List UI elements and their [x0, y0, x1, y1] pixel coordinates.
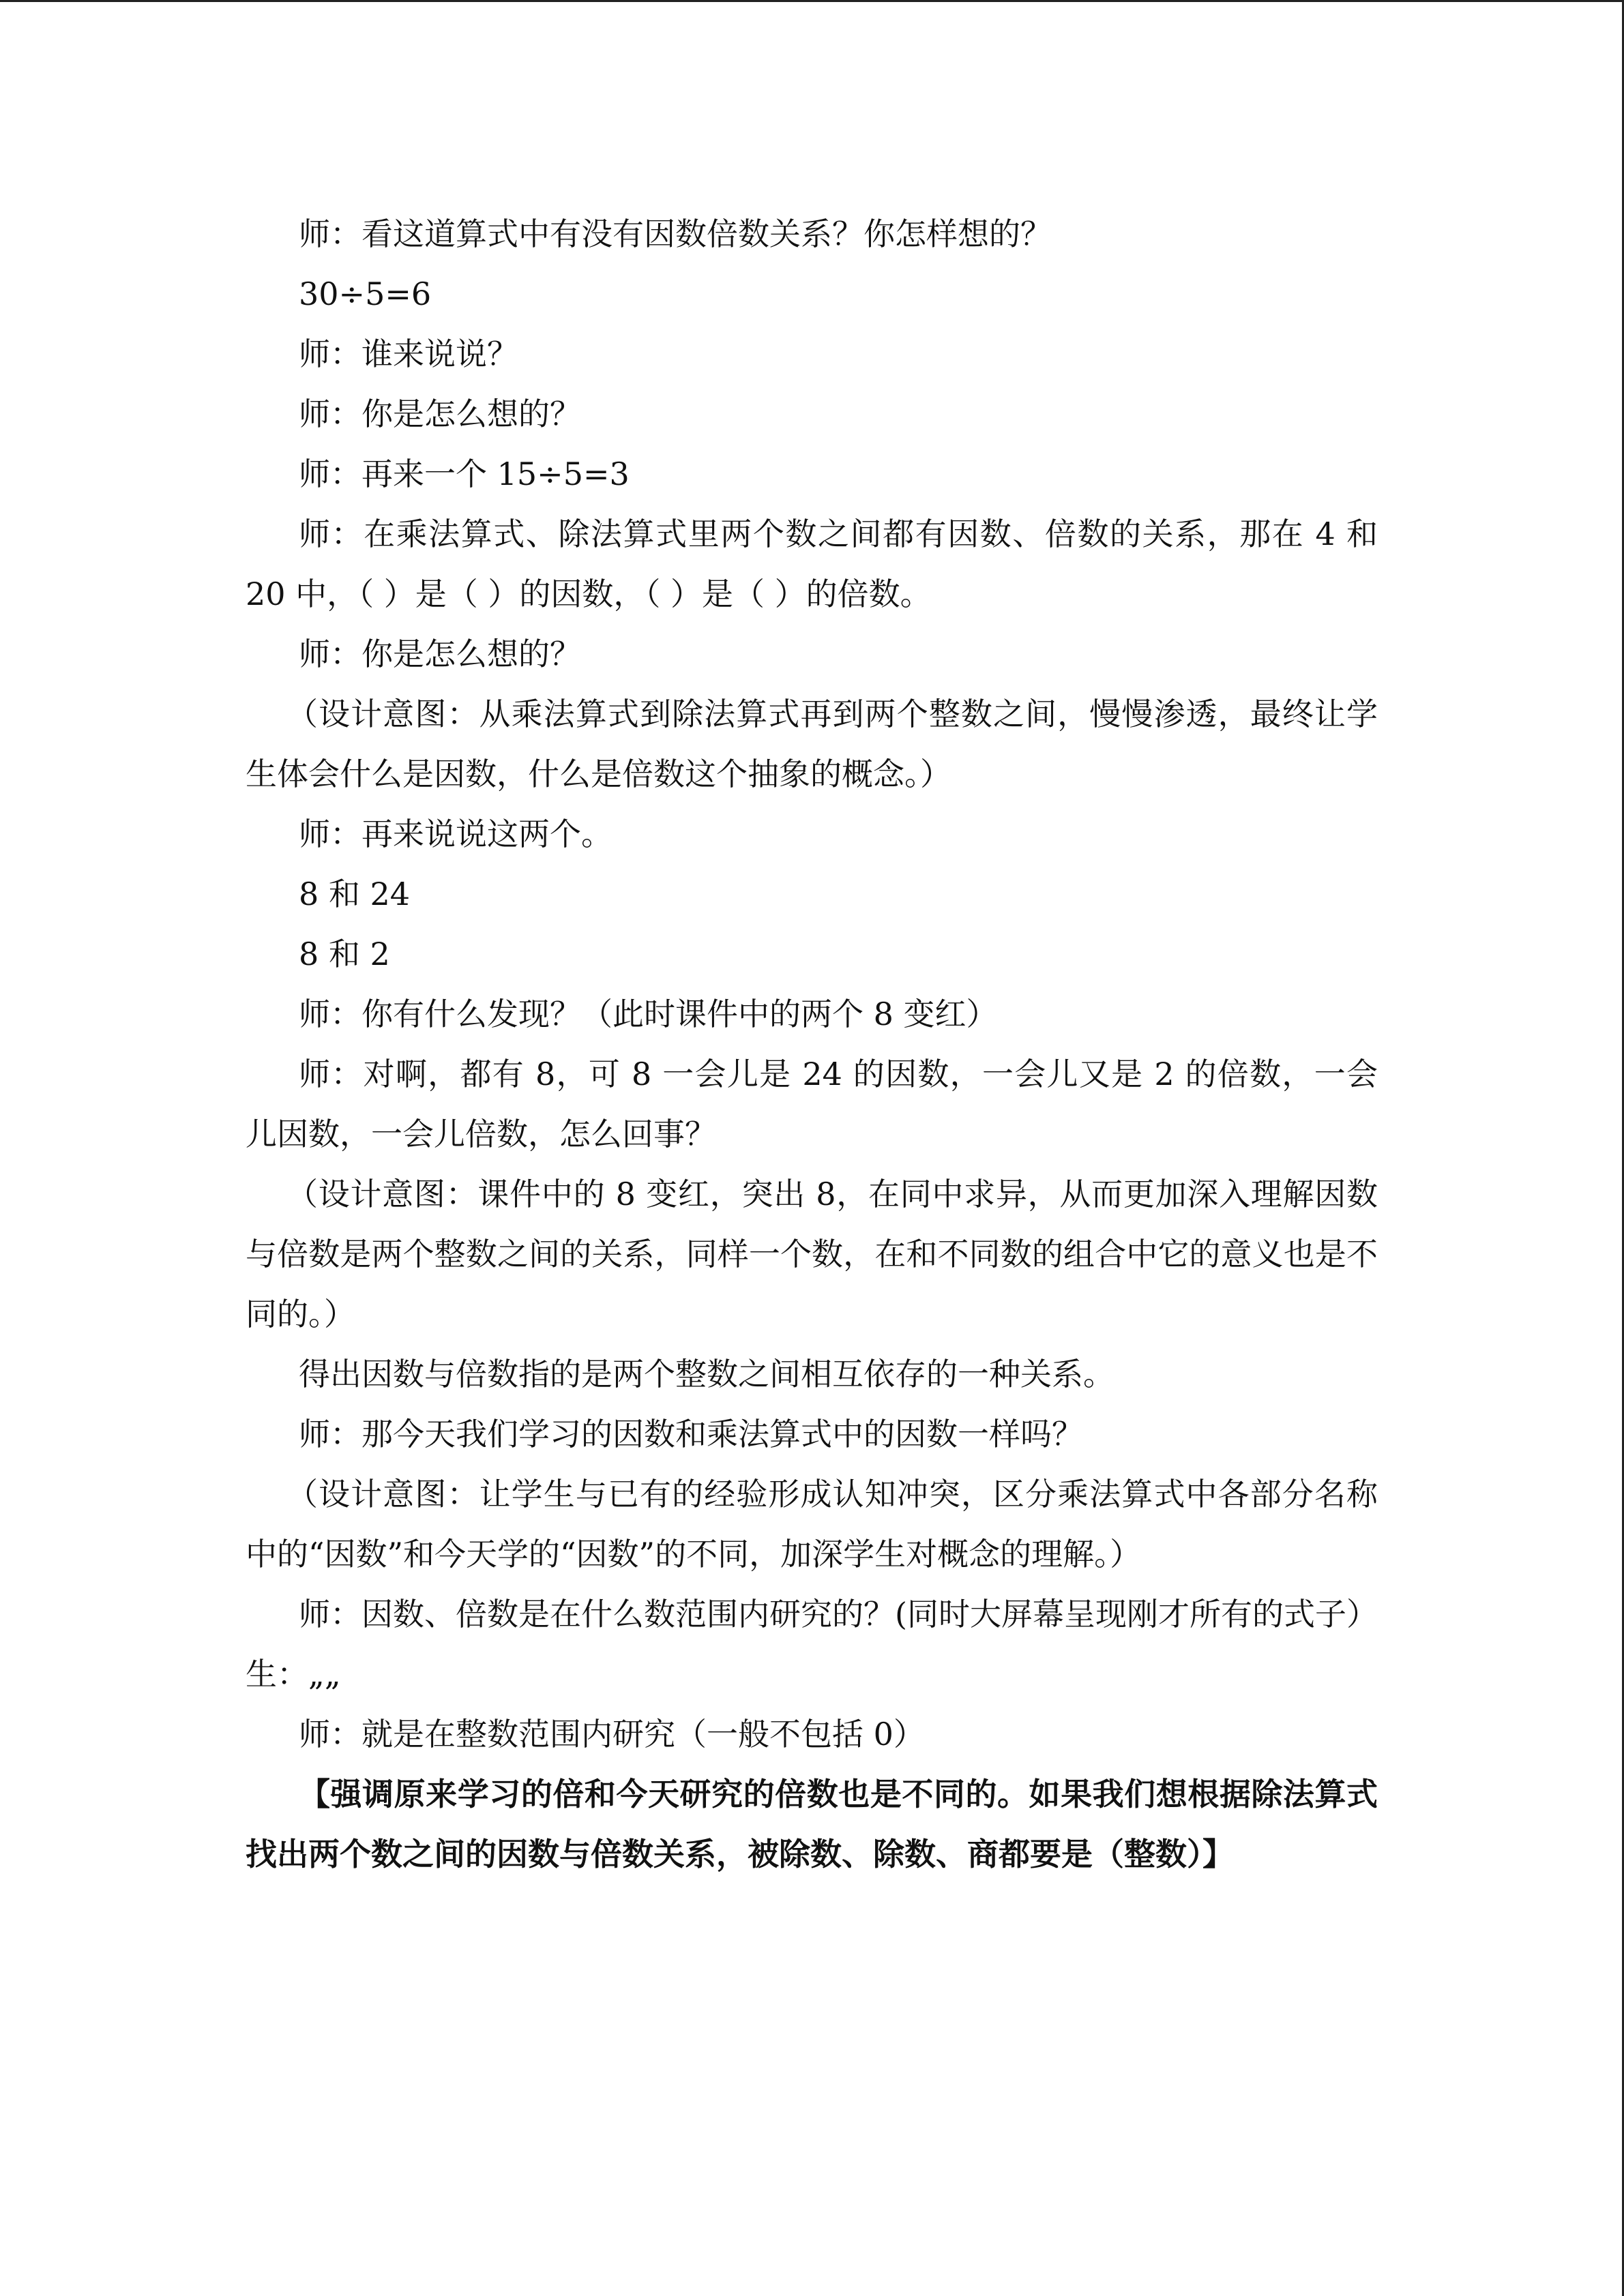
paragraph: 师：再来说说这两个。	[299, 816, 612, 852]
paragraph: 师：谁来说说？	[299, 336, 518, 372]
paragraph: 师：就是在整数范围内研究（一般不包括 0）	[299, 1716, 925, 1753]
paragraph: 30÷5=6	[299, 275, 432, 312]
emphasis-paragraph: 【强调原来学习的倍和今天研究的倍数也是不同的。如果我们想根据除法算式找出两个数之间的因数与倍数关系，被除数、除数、商都要是（整数）】	[246, 1776, 1378, 1873]
document-body	[246, 204, 1378, 1884]
paragraph: 师：你是怎么想的？	[299, 636, 581, 672]
paragraph: 师：那今天我们学习的因数和乘法算式中的因数一样吗？	[299, 1416, 1083, 1452]
paragraph: 师：因数、倍数是在什么数范围内研究的？(同时大屏幕呈现刚才所有的式子） 生：„„	[246, 1596, 1378, 1693]
paragraph: 师：对啊，都有 8，可 8 一会儿是 24 的因数，一会儿又是 2 的倍数，一会儿因数，一会儿倍数，怎么回事？	[246, 1056, 1378, 1152]
paragraph: 师：你是怎么想的？	[299, 396, 581, 432]
paragraph: 师：你有什么发现？（此时课件中的两个 8 变红）	[299, 996, 998, 1032]
paragraph: 师：看这道算式中有没有因数倍数关系？你怎样想的？	[299, 215, 1052, 252]
design-intent-paragraph: （设计意图：课件中的 8 变红，突出 8，在同中求异，从而更加深入理解因数与倍数是两个整数之间的关系，同样一个数，在和不同数的组合中它的意义也是不同的。）	[246, 1176, 1378, 1332]
paragraph: 师：再来一个 15÷5=3	[299, 456, 630, 492]
paragraph: 8 和 24	[299, 876, 411, 912]
paragraph: 师：在乘法算式、除法算式里两个数之间都有因数、倍数的关系，那在 4 和 20 中，（ ）是（ ）的因数，（ ）是（ ）的倍数。	[246, 516, 1378, 612]
design-intent-paragraph: （设计意图：让学生与已有的经验形成认知冲突，区分乘法算式中各部分名称中的“因数”和今天学的“因数”的不同，加深学生对概念的理解。）	[246, 1476, 1378, 1572]
design-intent-paragraph: （设计意图：从乘法算式到除法算式再到两个整数之间，慢慢渗透，最终让学生体会什么是因数，什么是倍数这个抽象的概念。）	[246, 696, 1378, 792]
paragraph: 8 和 2	[299, 936, 390, 972]
paragraph: 得出因数与倍数指的是两个整数之间相互依存的一种关系。	[299, 1356, 1114, 1392]
